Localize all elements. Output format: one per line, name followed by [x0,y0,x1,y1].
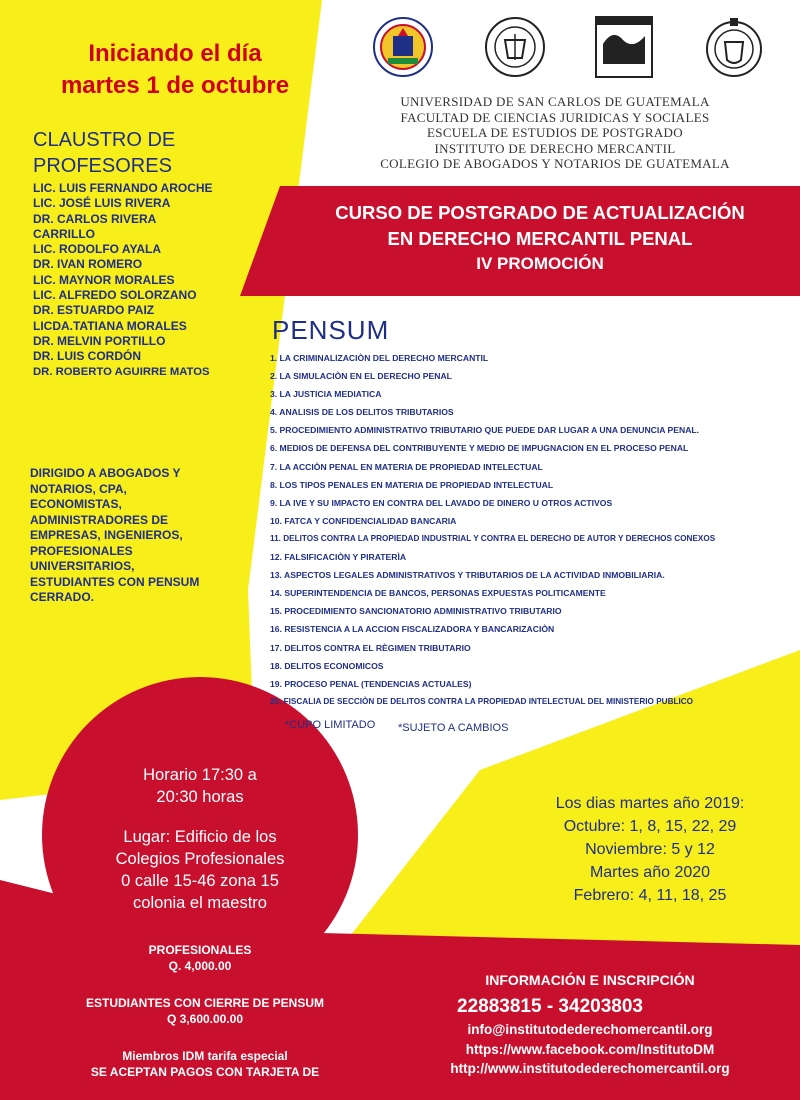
student-price [40,995,370,1027]
course-title-line1: CURSO DE POSTGRADO DE ACTUALIZACIÓN [335,202,745,223]
pensum-item: 10. FATCA Y CONFIDENCIALIDAD BANCARIA [270,515,457,526]
professor-item: DR. CARLOS RIVERA [33,211,157,226]
schedule-hours [90,764,310,808]
pensum-item: 7. LA ACCIÒN PENAL EN MATERIA DE PROPIEDAD INTELECTUAL [270,461,543,472]
pensum-item: 16. RESISTENCIA A LA ACCION FISCALIZADORA Y BANCARIZACIÒN [270,624,555,635]
target-audience [30,466,250,606]
start-date-banner [30,38,320,102]
claustro-title-line2: PROFESORES [33,155,172,177]
location-line1: Lugar: Edificio de los [123,828,277,846]
pensum-item: 12. FALSIFICACIÒN Y PIRATERÌA [270,552,407,563]
dates-line: Febrero: 4, 11, 18, 25 [573,887,727,904]
professor-item: LIC. ALFREDO SOLORZANO [33,288,197,303]
pensum-item: 6. MEDIOS DE DEFENSA DEL CONTRIBUYENTE Y MEDIO DE IMPUGNACION EN EL PROCESO PENAL [270,443,689,454]
pensum-item: 9. LA IVE Y SU IMPACTO EN CONTRA DEL LAVADO DE DINERO U OTROS ACTIVOS [270,497,613,508]
pensum-item: 5. PROCEDIMIENTO ADMINISTRATIVO TRIBUTARIO QUE PUEDE DAR LUGAR A UNA DENUNCIA PENAL. [270,425,700,436]
idm-rate: Miembros IDM tarifa especial [122,1049,288,1063]
audience-line: PROFESIONALES [30,543,133,558]
institution-4: INSTITUTO DE DERECHO MERCANTIL [434,140,676,156]
professor-item: DR. MELVIN PORTILLO [33,333,166,348]
card-payment: SE ACEPTAN PAGOS CON TARJETA DE [90,1065,320,1079]
pensum-item: 15. PROCEDIMIENTO SANCIONATORIO ADMINISTRATIVO TRIBUTARIO [270,606,562,617]
audience-line: ESTUDIANTES CON PENSUM [30,574,200,589]
professor-item: LIC. MAYNOR MORALES [33,272,175,287]
professor-item: CARRILLO [33,226,95,241]
student-price-value: Q 3,600.00.00 [166,1012,244,1026]
pensum-item: 4. ANALISIS DE LOS DELITOS TRIBUTARIOS [270,407,454,418]
phone-numbers: 22883815 - 34203803 [457,996,643,1017]
pensum-item: 17. DELITOS CONTRA EL RÈGIMEN TRIBUTARIO [270,642,471,653]
payment-info [40,1048,370,1080]
institution-1: UNIVERSIDAD DE SAN CARLOS DE GUATEMALA [400,94,710,109]
pensum-item: 1. LA CRIMINALIZACIÒN DEL DERECHO MERCANTIL [270,353,489,363]
sujeto-cambios-note: *SUJETO A CAMBIOS [398,722,509,734]
professional-price [100,942,300,974]
pensum-title: PENSUM [272,315,390,345]
location-line4: colonia el maestro [133,894,267,912]
audience-line: UNIVERSITARIOS, [30,559,135,573]
dates-line: Los dias martes año 2019: [555,795,745,812]
professor-item: LIC. LUIS FERNANDO AROCHE [33,181,213,195]
institutions-list [330,94,780,172]
info-title: INFORMACIÓN E INSCRIPCIÓN [485,972,695,988]
start-date-line1: Iniciando el día [88,40,262,67]
professor-item: DR. ROBERTO AGUIRRE MATOS [33,365,210,378]
professor-item: DR. ESTUARDO PAIZ [33,303,155,318]
course-title [280,200,800,276]
start-date-line2: martes 1 de octubre [60,72,290,99]
course-title-line2: EN DERECHO MERCANTIL PENAL [387,228,693,249]
pensum-list [270,349,795,711]
pensum-item: 18. DELITOS ECONOMICOS [270,660,384,671]
dates-line: Noviembre: 5 y 12 [585,841,715,858]
pensum-item: 2. LA SIMULACIÒN EN EL DERECHO PENAL [270,371,452,382]
audience-line: NOTARIOS, CPA, [30,481,127,496]
institution-2: FACULTAD DE CIENCIAS JURIDICAS Y SOCIALES [400,109,710,125]
dates-line: Martes año 2020 [589,864,711,881]
facebook-link[interactable]: https://www.facebook.com/InstitutoDM [465,1042,715,1057]
professional-price-value: Q. 4,000.00 [168,959,232,973]
location-line2: Colegios Profesionales [115,850,285,868]
pensum-item: 19. PROCESO PENAL (TENDENCIAS ACTUALES) [270,678,472,689]
schedule-hours-line2: 20:30 horas [156,788,244,806]
professor-item: DR. LUIS CORDÓN [33,349,141,364]
colegio-abogados-seal-icon [703,14,765,80]
professor-item: LICDA.TATIANA MORALES [33,318,187,333]
pensum-item: 11. DELITOS CONTRA LA PROPIEDAD INDUSTRIAL Y CONTRA EL DERECHO DE AUTOR Y DERECHOS CONEXOS [270,533,716,543]
pensum-item: 13. ASPECTOS LEGALES ADMINISTRATIVOS Y TRIBUTARIOS DE LA ACTIVIDAD INMOBILIARIA. [270,570,665,581]
session-dates [525,792,775,907]
professor-item: DR. IVAN ROMERO [33,257,143,272]
professor-list [33,181,263,380]
dates-line: Octubre: 1, 8, 15, 22, 29 [563,818,737,835]
pensum-item: 8. LOS TIPOS PENALES EN MATERIA DE PROPIEDAD INTELECTUAL [270,479,554,490]
claustro-title [33,127,233,179]
professor-item: LIC. JOSÉ LUIS RIVERA [33,196,171,211]
schedule-hours-line1: Horario 17:30 a [143,766,257,784]
location-line3: 0 calle 15-46 zona 15 [121,872,279,890]
institution-5: COLEGIO DE ABOGADOS Y NOTARIOS DE GUATEMALA [380,156,730,171]
audience-line: ECONOMISTAS, [30,497,122,511]
website-link[interactable]: http://www.institutodederechomercantil.org [450,1061,730,1076]
derecho-mercantil-seal-icon [593,14,655,80]
audience-line: DIRIGIDO A ABOGADOS Y [30,466,181,480]
student-price-label: ESTUDIANTES CON CIERRE DE PENSUM [85,996,325,1010]
institution-3: ESCUELA DE ESTUDIOS DE POSTGRADO [427,125,683,140]
course-title-line3: IV PROMOCIÓN [476,254,604,273]
university-seal-icon [372,14,434,80]
faculty-seal-icon [484,14,546,80]
audience-line: CERRADO. [30,590,95,604]
cupo-limitado-note: *CUPO LIMITADO [285,719,376,731]
pensum-item: 14. SUPERINTENDENCIA DE BANCOS, PERSONAS EXPUESTAS POLITICAMENTE [270,588,606,599]
professor-item: LIC. RODOLFO AYALA [33,242,162,257]
pensum-item: 20. FISCALIA DE SECCIÒN DE DELITOS CONTRA LA PROPIEDAD INTELECTUAL DEL MINISTERIO PUBLICO [270,696,694,706]
audience-line: ADMINISTRADORES DE [30,512,169,527]
location-info [90,826,310,914]
claustro-title-line1: CLAUSTRO DE [33,129,176,151]
pensum-item: 3. LA JUSTICIA MEDIATICA [270,389,382,400]
email-link[interactable]: info@institutodederechomercantil.org [467,1022,713,1037]
professional-price-label: PROFESIONALES [148,943,252,957]
audience-line: EMPRESAS, INGENIEROS, [30,528,183,542]
